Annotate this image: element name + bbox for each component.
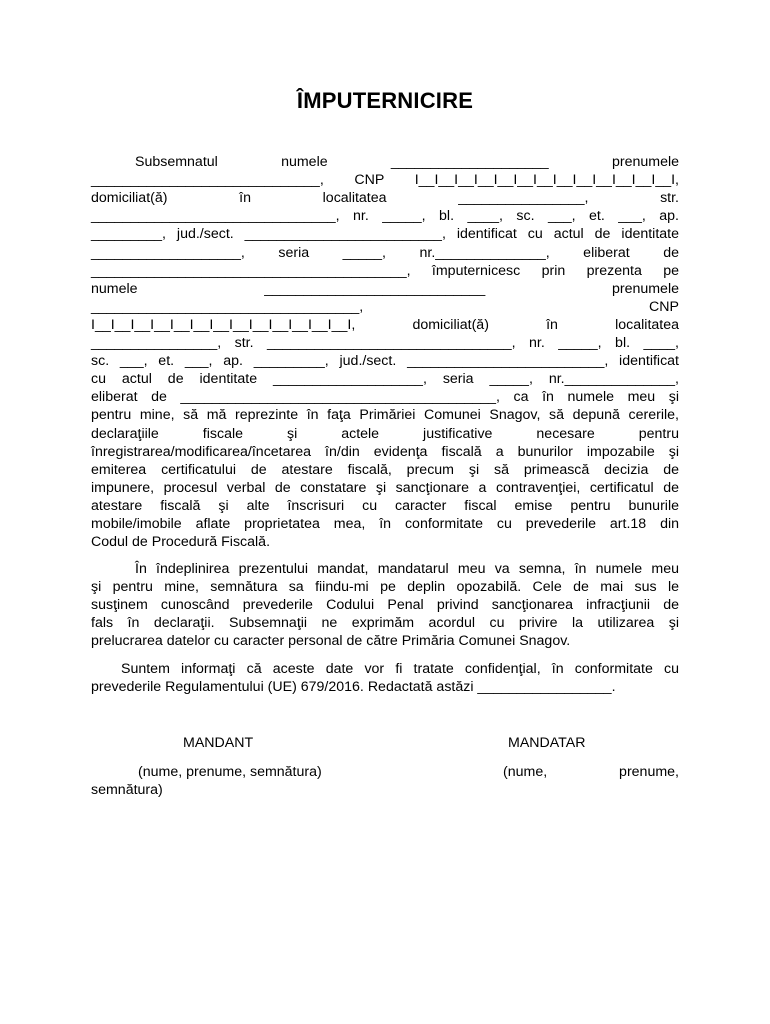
text-line: sc. ___, et. ___, ap. _________, jud./sect. _________________________, identificat <box>91 353 679 370</box>
mandant-label: MANDANT <box>183 735 254 751</box>
text-line: impunere, procesul verbal de constatare şi sancţionare a contravenţiei, certificatul de <box>91 479 679 496</box>
text-line: ________________________________________, împuternicesc prin prezenta pe <box>91 262 679 279</box>
text-line: Codul de Procedură Fiscală. <box>91 534 271 551</box>
text-line: declaraţiile fiscale şi actele justificative necesare pentru <box>91 425 679 442</box>
text-line: înregistrarea/modificarea/încetarea în/din evidenţa fiscală a bunurilor impozabile şi <box>91 443 679 460</box>
text-line: Suntem informaţi că aceste date vor fi tratate confidenţial, în conformitate cu <box>121 661 679 677</box>
text-line: atestare fiscală şi alte înscrisuri cu caracter fiscal emise pentru bunurile <box>91 497 679 514</box>
text-line: _______________________________, nr. _____, bl. ____, sc. ___, et. ___, ap. <box>91 208 679 225</box>
text-line: prevederile Regulamentului (UE) 679/2016. Redactată astăzi _________________. <box>91 679 616 696</box>
document-title: ÎMPUTERNICIRE <box>296 88 474 113</box>
text-line: __________________________________, CNP <box>91 298 679 315</box>
text-line: mobile/imobile aflate proprietatea mea, în conformitate cu prevederile art.18 din <box>91 516 679 532</box>
text-line: prelucrarea datelor cu caracter personal de către Primăria Comunei Snagov. <box>91 633 571 650</box>
mandatar-label: MANDATAR <box>508 735 586 751</box>
text-line: Subsemnatul numele ____________________ prenumele <box>135 154 679 170</box>
text-line: _________, jud./sect. _________________________, identificat cu actul de identitate <box>91 226 679 243</box>
text-line: emiterea certificatului de atestare fiscală, precum şi să primească decizia de <box>91 461 679 478</box>
text-line: domiciliat(ă) în localitatea ________________, str. <box>91 190 679 207</box>
text-line: fals în declaraţii. Subsemnaţii ne exprimăm acordul cu privire la utilizarea şi <box>91 615 679 632</box>
text-line: cu actul de identitate ___________________, seria _____, nr.______________, <box>91 371 679 388</box>
text-line: _____________________________, CNP I__I__I__I__I__I__I__I__I__I__I__I__I__I, <box>91 172 679 189</box>
mandant-signature-hint-continued: semnătura) <box>91 782 163 798</box>
text-line: ________________, str. _______________________________, nr. _____, bl. ____, <box>91 335 679 351</box>
text-line: eliberat de ________________________________________, ca în numele meu şi <box>91 389 679 406</box>
text-line: pentru mine, să mă reprezinte în faţa Primăriei Comunei Snagov, să depună cererile, <box>91 407 679 424</box>
text-line: susţinem cunoscând prevederile Codului Penal privind sancţionarea infracţiunii de <box>91 597 679 614</box>
mandant-signature-hint: (nume, prenume, semnătura) <box>138 764 322 780</box>
text-line: I__I__I__I__I__I__I__I__I__I__I__I__I__I, domiciliat(ă) în localitatea <box>91 316 679 333</box>
text-line: În îndeplinirea prezentului mandat, mandatarul meu va semna, în numele meu <box>135 561 679 577</box>
mandatar-signature-hint: (nume, prenume, <box>503 764 679 780</box>
text-line: numele ____________________________ prenumele <box>91 280 679 297</box>
text-line: ___________________, seria _____, nr.______________, eliberat de <box>91 244 679 261</box>
text-line: şi pentru mine, semnătura sa fiindu-mi pe deplin opozabilă. Cele de mai sus le <box>91 579 679 596</box>
